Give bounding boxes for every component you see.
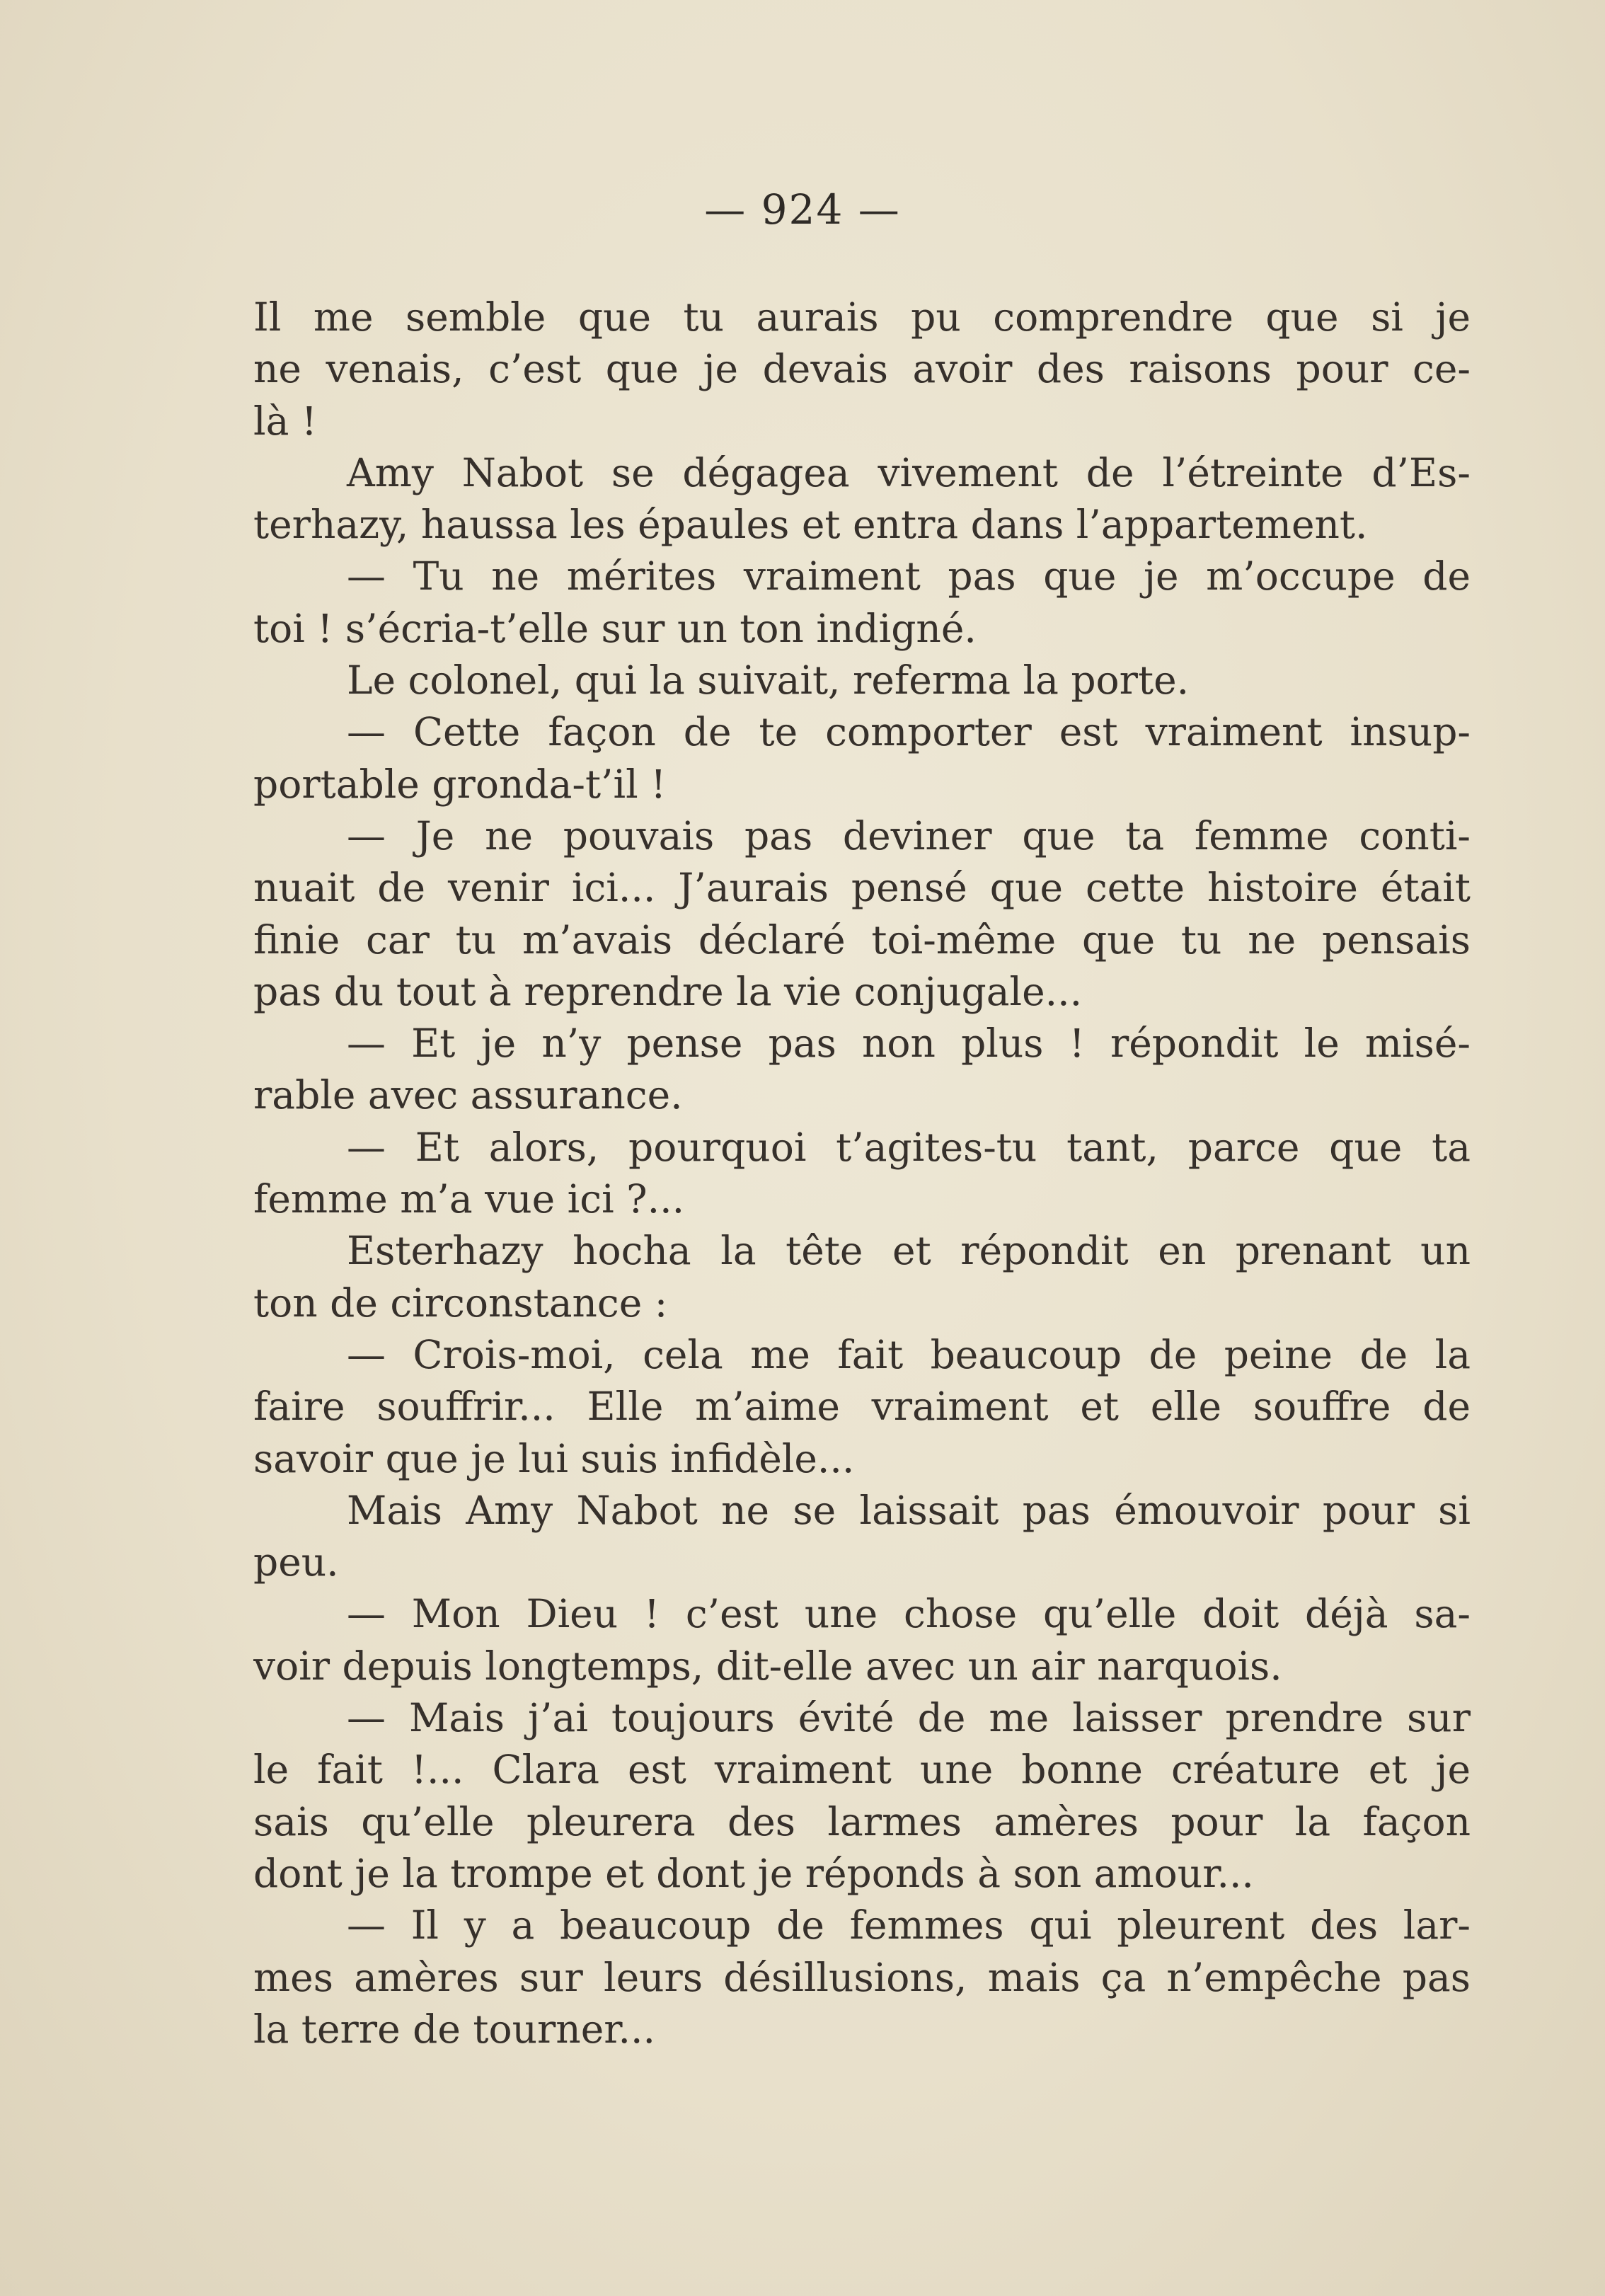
text-line: portable gronda-t’il ! (253, 761, 667, 807)
text-line: le fait !... Clara est vraiment une bonne créature et je (253, 1747, 1471, 1793)
text-line: — Et alors, pourquoi t’agites-tu tant, parce que ta (347, 1124, 1471, 1170)
text-line: ne venais, c’est que je devais avoir des raisons pour ce- (253, 346, 1471, 392)
text-line: Il me semble que tu aurais pu comprendre que si je (253, 294, 1471, 340)
text-line: — Tu ne mérites vraiment pas que je m’occupe de (347, 553, 1471, 599)
text-line: faire souffrir... Elle m’aime vraiment et elle souffre de (253, 1384, 1471, 1430)
text-line: mes amères sur leurs désillusions, mais ça n’empêche pas (253, 1954, 1471, 2000)
text-line: là ! (253, 398, 317, 444)
text-line: — Mon Dieu ! c’est une chose qu’elle doit déjà sa- (347, 1591, 1471, 1637)
text-line: — Il y a beaucoup de femmes qui pleurent des lar- (347, 1902, 1471, 1948)
text-line: savoir que je lui suis infidèle... (253, 1435, 855, 1481)
text-line: Le colonel, qui la suivait, referma la porte. (347, 658, 1190, 704)
text-line: — Je ne pouvais pas deviner que ta femme conti- (347, 813, 1471, 859)
text-line: peu. (253, 1539, 339, 1585)
text-line: Mais Amy Nabot ne se laissait pas émouvoir pour si (347, 1487, 1471, 1533)
text-line: ton de circonstance : (253, 1280, 668, 1326)
text-line: sais qu’elle pleurera des larmes amères pour la façon (253, 1798, 1471, 1844)
body-text (253, 292, 1471, 2055)
page-number: — 924 — (704, 185, 901, 234)
text-line: terhazy, haussa les épaules et entra dans l’appartement. (253, 502, 1368, 548)
text-line: voir depuis longtemps, dit-elle avec un air narquois. (253, 1643, 1282, 1689)
text-line: rable avec assurance. (253, 1072, 683, 1118)
text-line: femme m’a vue ici ?... (253, 1176, 685, 1222)
text-line: dont je la trompe et dont je réponds à son amour... (253, 1850, 1254, 1896)
text-line: — Cette façon de te comporter est vraiment insup- (347, 709, 1471, 755)
text-line: la terre de tourner... (253, 2006, 655, 2052)
text-line: pas du tout à reprendre la vie conjugale... (253, 968, 1083, 1014)
text-line: — Et je n’y pense pas non plus ! répondit le misé- (347, 1021, 1471, 1067)
text-line: Amy Nabot se dégagea vivement de l’étreinte d’Es- (347, 449, 1471, 495)
text-line: Esterhazy hocha la tête et répondit en prenant un (347, 1228, 1471, 1274)
text-line: toi ! s’écria-t’elle sur un ton indigné. (253, 605, 977, 651)
text-line: — Crois-moi, cela me fait beaucoup de peine de la (347, 1331, 1471, 1377)
text-line: finie car tu m’avais déclaré toi-même que tu ne pensais (253, 917, 1471, 963)
text-line: — Mais j’ai toujours évité de me laisser prendre sur (347, 1695, 1471, 1741)
text-line: nuait de venir ici... J’aurais pensé que cette histoire était (253, 865, 1471, 911)
